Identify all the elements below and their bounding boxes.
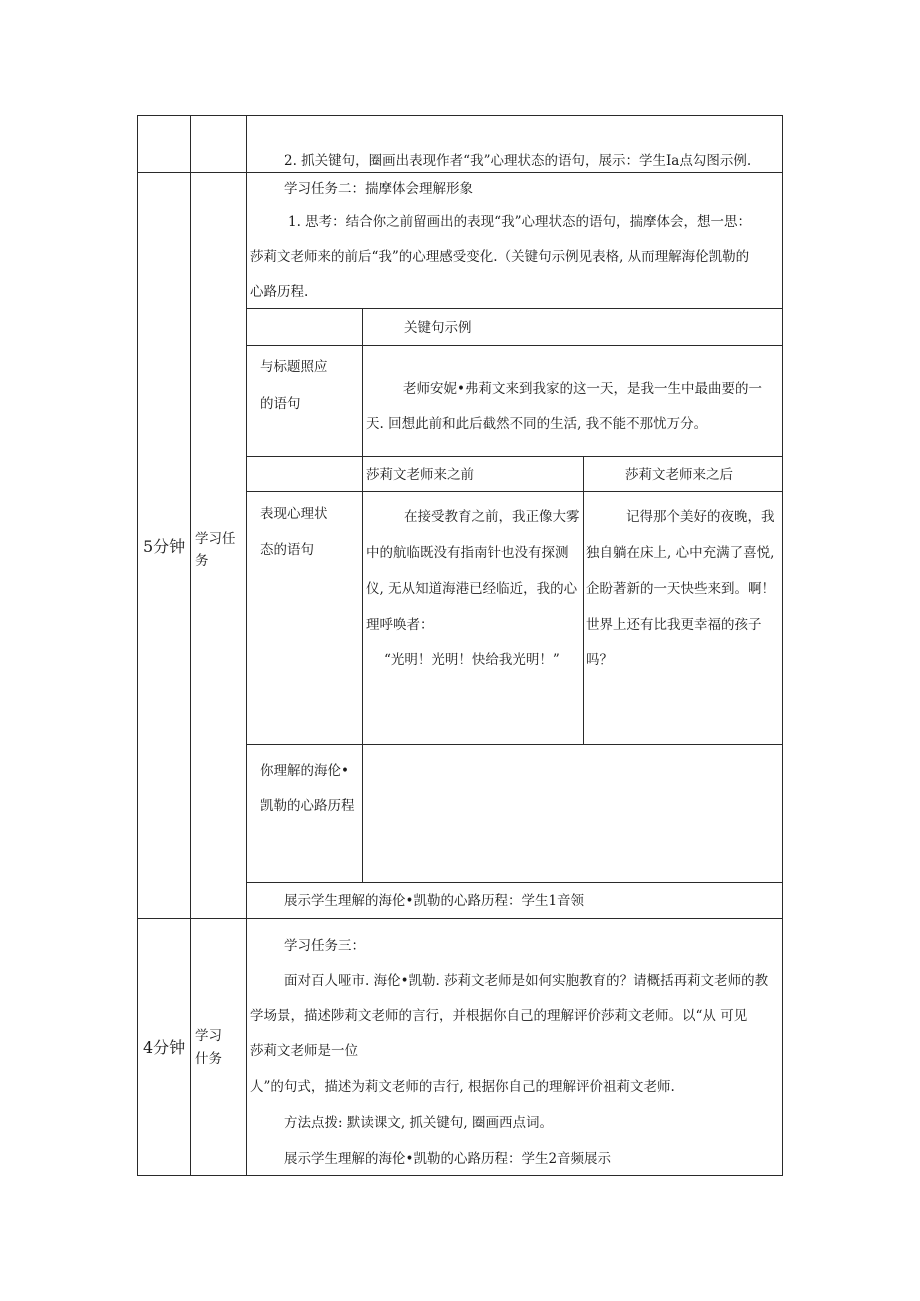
before-line-2: 中的航临既没有指南针也没有探测 [366, 545, 569, 561]
row2-time: 5分钟 [143, 537, 186, 556]
row3-activity-line2: 什务 [195, 1051, 222, 1067]
journey-answer-cell[interactable] [368, 752, 773, 872]
rule-inner-label-col [362, 308, 363, 883]
task3-title: 学习任务三： [284, 938, 365, 954]
think-line2: 莎莉文老师来的前后“我”的心理感受变化.（关键句示例见表格, 从而理解海伦凯勒的 [250, 249, 750, 265]
title-quote-line2: 天. 回想此前和此后截然不同的生活, 我不能不那忧万分。 [366, 416, 708, 432]
row3-activity-line1: 学习 [195, 1028, 222, 1044]
rule-right [782, 115, 783, 1176]
journey-label-line1: 你理解的海伦• [260, 763, 349, 779]
before-line-5: “光明！光明！快给我光明！” [384, 652, 560, 668]
after-line-2: 独自躺在床上, 心中充满了喜悦, [586, 545, 775, 561]
task3-line-6: 展示学生理解的海伦•凯勒的心路历程：学生2音频展示 [284, 1151, 612, 1167]
task3-line-5: 方法点拨: 默读课文, 抓关键句, 圈画西点词。 [284, 1115, 554, 1131]
after-line-1: 记得那个美好的夜晚，我 [626, 509, 775, 525]
mood-label-line2: 态的语句 [260, 542, 314, 558]
title-quote-line1: 老师安妮•弗莉文来到我家的这一天，是我一生中最曲要的一 [403, 381, 762, 397]
rule-inner-2 [246, 345, 783, 346]
row2-show-text: 展示学生理解的海伦•凯勒的心路历程：学生1音领 [284, 893, 585, 909]
rule-inner-3 [246, 456, 783, 457]
before-line-4: 理呼唤者： [366, 617, 434, 633]
rule-top [137, 115, 783, 116]
rule-row1-bottom [137, 172, 783, 173]
row3-time: 4分钟 [143, 1038, 186, 1057]
rule-left [137, 115, 138, 1176]
title-label-line1: 与标题照应 [260, 359, 328, 375]
row2-activity-line2: 务 [195, 553, 209, 569]
after-line-3: 企盼著新的一天快些来到。啊！ [586, 581, 775, 597]
task3-line-2: 学场景，描述陟莉文老师的言行，并根据你自己的理解评价莎莉文老师。以“从 可见 [250, 1008, 748, 1024]
think-line1: 1. 思考：结合你之前留画出的表现“我”心理状态的语句，揣摩体会，想一思： [288, 214, 751, 230]
task3-line-1: 面对百人哑市. 海伦•凯勒. 莎莉文老师是如何实胞教育的？请概括再莉文老师的教 [284, 973, 769, 989]
think-line3: 心路历程. [250, 284, 309, 300]
rule-inner-5 [246, 744, 783, 745]
before-line-1: 在接受教育之前，我正像大雾 [404, 509, 580, 525]
rule-inner-4 [246, 491, 783, 492]
rule-table-bottom [137, 1175, 783, 1176]
task3-line-4: 人”的句式，描述为莉文老师的吉行, 根据你自己的理解评价祖莉文老师. [250, 1079, 675, 1095]
before-line-3: 仪, 无从知道海港已经临近，我的心 [366, 581, 578, 597]
rule-row2-bottom [137, 918, 783, 919]
rule-inner-6 [246, 882, 783, 883]
row2-activity-line1: 学习任 [195, 531, 236, 547]
mood-label-line1: 表现心理状 [260, 506, 328, 522]
task2-title: 学习任务二：揣摩体会理解形象 [284, 181, 473, 197]
rule-inner-split-col [583, 456, 584, 745]
title-label-line2: 的语句 [260, 396, 301, 412]
after-line-5: 吗？ [586, 652, 613, 668]
after-line-4: 世界上还有比我更幸福的孩子 [586, 617, 762, 633]
header-key-example: 关键句示例 [404, 320, 472, 336]
col-after-header: 莎莉文老师来之后 [625, 467, 733, 483]
task3-line-3: 莎莉文老师是一位 [250, 1043, 358, 1059]
rule-col1 [190, 115, 191, 1176]
rule-inner-top [246, 308, 783, 309]
journey-label-line2: 凯勒的心路历程 [260, 798, 355, 814]
col-before-header: 莎莉文老师来之前 [366, 467, 474, 483]
step2-text: 2. 抓关键句，圈画出表现作者“我”心理状态的语句，展示：学生Ia点勾图示例. [284, 153, 752, 169]
rule-col2 [246, 115, 247, 1176]
